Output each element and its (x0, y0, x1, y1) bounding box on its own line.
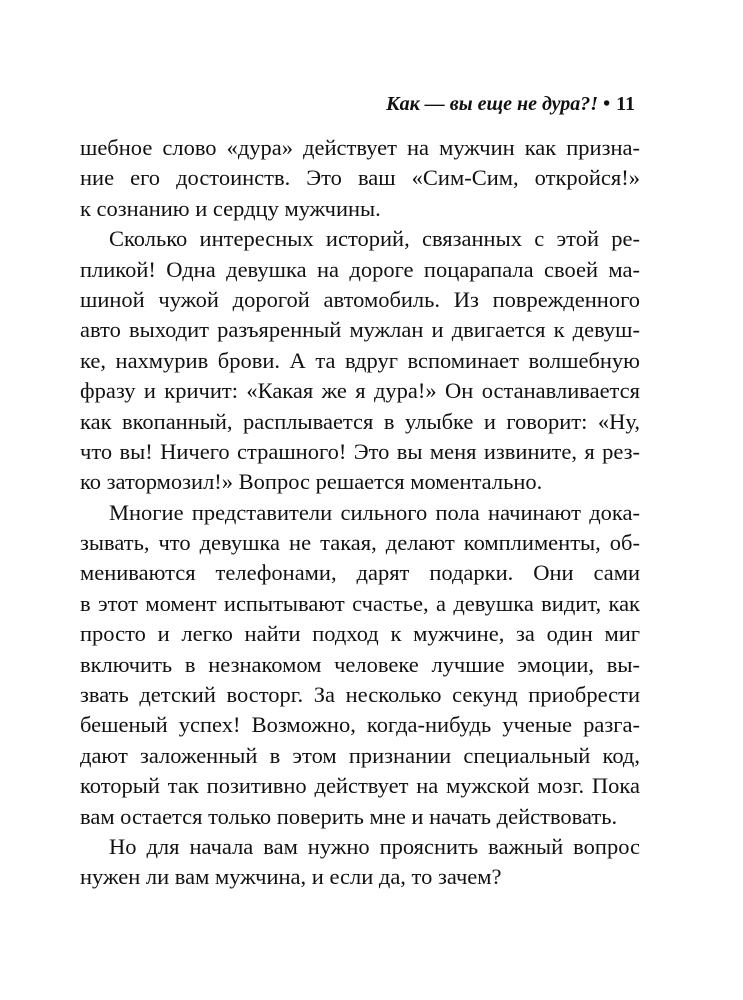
text-line: Многие представители сильного пола начинают дока- (109, 499, 640, 525)
text-line: включить в незнакомом человеке лучшие эмоции, вы- (80, 651, 640, 677)
text-line: ке, нахмурив брови. А та вдруг вспоминает волшебную (80, 347, 640, 373)
text-line: бешеный успех! Возможно, когда-нибудь ученые разга- (80, 712, 640, 738)
text-line: дают заложенный в этом признании специальный код, (80, 742, 640, 768)
text-line: вам остается только поверить мне и начать действовать. (80, 803, 618, 829)
text-line: что вы! Ничего страшного! Это вы меня извините, я рез- (80, 438, 640, 464)
text-line: фразу и кричит: «Какая же я дура!» Он останавливается (80, 378, 640, 404)
text-line: Но для начала вам нужно прояснить важный вопрос (109, 833, 640, 859)
text-line: шиной чужой дорогой автомобиль. Из поврежденного (80, 286, 640, 312)
text-line: мениваются телефонами, дарят подарки. Они сами (80, 560, 640, 586)
text-line: который так позитивно действует на мужской мозг. Пока (80, 773, 640, 799)
running-header-title: Как — вы еще не дура?! (386, 93, 599, 115)
text-line: шебное слово «дура» действует на мужчин как призна- (80, 135, 640, 160)
text-line: к сознанию и сердцу мужчины. (80, 195, 381, 221)
text-line: просто и легко найти подход к мужчине, за один миг (80, 621, 640, 647)
text-line: зывать, что девушка не такая, делают комплименты, об- (80, 530, 640, 556)
page-number: 11 (616, 93, 635, 115)
text-line: как вкопанный, расплывается в улыбке и говорит: «Ну, (80, 408, 640, 434)
text-line: ко затормозил!» Вопрос решается моментально. (80, 469, 543, 495)
running-header (386, 92, 635, 116)
text-line: нужен ли вам мужчина, и если да, то зачем? (80, 864, 502, 890)
text-line: пликой! Одна девушка на дороге поцарапала своей ма- (80, 256, 640, 282)
text-line: авто выходит разъяренный мужлан и двигается к девуш- (80, 317, 640, 343)
text-line: в этот момент испытывают счастье, а девушка видит, как (80, 590, 640, 616)
text-line: Сколько интересных историй, связанных с этой ре- (109, 226, 640, 252)
body-text (80, 133, 640, 893)
text-line: звать детский восторг. За несколько секунд приобрести (80, 682, 640, 708)
text-line: ние его достоинств. Это ваш «Сим-Сим, откройся!» (80, 165, 640, 191)
header-bullet: • (603, 93, 611, 115)
